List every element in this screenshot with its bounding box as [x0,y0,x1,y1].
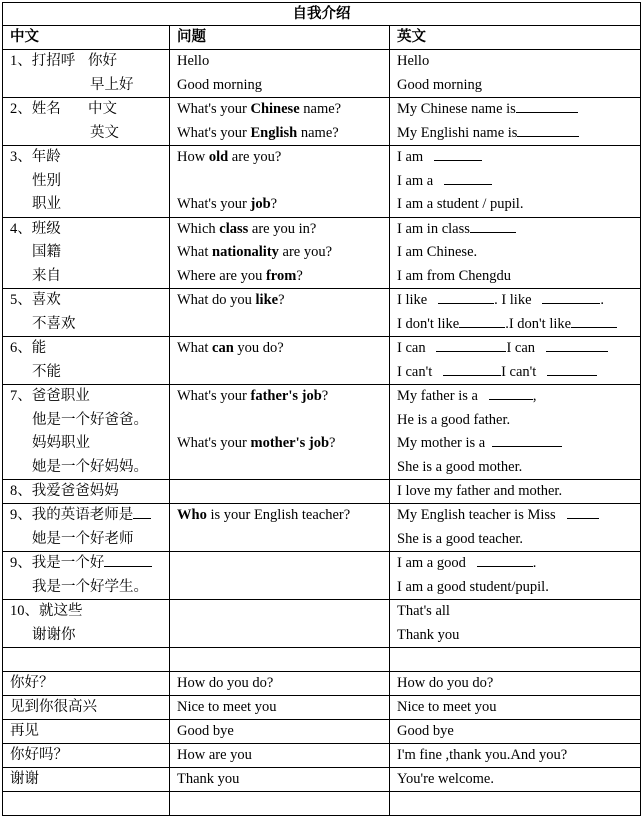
answer-text: My Chinese name is [397,101,516,117]
sub-label: 中文 [88,101,117,117]
answer-text: I can't [501,363,537,380]
sub-label: 她是一个好老师 [32,530,134,547]
cell-chinese: 见到你很高兴 [3,696,170,720]
answer-text: . [600,292,605,308]
cell-chinese: 再见 [3,720,170,744]
answer-text: I can't [397,363,433,380]
fill-blank [489,385,533,400]
fill-blank [470,218,516,233]
cell-question [170,385,390,480]
q-keyword: from [265,267,297,284]
fill-blank [492,432,562,447]
cell-english [390,98,641,146]
header-row [3,26,641,50]
q-part: Where are you [177,267,266,284]
empty-row [3,792,641,816]
answer-text: I can [506,340,536,356]
q-part: name? [299,101,342,117]
cell-question [170,98,390,146]
q-part: ? [270,196,278,212]
cell-question [170,600,390,648]
answer-text: I am a student / pupil. [397,196,524,212]
row-label: 6、能 [10,340,47,356]
cell-english: I'm fine ,thank you.And you? [390,744,641,768]
fill-blank [104,552,152,567]
table-row [3,98,641,146]
question-text [177,504,389,528]
cell-english: I love my father and mother. [390,480,641,504]
cell-english: You're welcome. [390,768,641,792]
sub-label: 她是一个好妈妈。 [32,458,148,475]
answer-text: I am from Chengdu [397,267,511,284]
q-part: ? [329,435,336,451]
sub-label: 谢谢你 [32,626,76,643]
answer-text: .I don't like [505,315,572,332]
question-text [177,432,389,456]
sub-label: 来自 [32,267,61,284]
table-row [3,600,641,648]
question-text: Hello [177,53,210,69]
cell-question: How are you [170,744,390,768]
sub-label: 他是一个好爸爸。 [32,411,148,428]
fill-blank [434,146,482,161]
cell-question: Nice to meet you [170,696,390,720]
row-label: 9、我的英语老师是 [10,507,134,523]
cell-question [170,552,390,600]
answer-text: I am [397,149,424,165]
question-text [177,385,389,409]
cell-question [170,50,390,98]
q-part: What's your [177,196,251,212]
question-text [177,98,389,122]
sub-label: 不能 [32,363,61,380]
cell-chinese: 谢谢 [3,768,170,792]
fill-blank [436,337,506,352]
row-label: 4、班级 [10,220,61,237]
cell-question [170,289,390,337]
table-row [3,385,641,480]
q-part: ? [278,292,285,308]
answer-text: , [532,388,537,404]
cell-english [390,385,641,480]
answer-text: My English teacher is Miss [397,507,556,523]
cell-chinese: 你好吗？ [3,744,170,768]
cell-question [170,480,390,504]
row-label: 2、姓名 [10,101,61,117]
answer-text: I am a [397,172,434,189]
question-text [177,122,389,146]
q-keyword: nationality [212,244,279,260]
fill-blank [516,98,578,113]
question-text [177,241,389,265]
fill-blank [567,504,599,519]
cell-question: Good bye [170,720,390,744]
row-label: 10、就这些 [10,603,83,619]
q-keyword: mother's job [250,435,330,451]
cell-chinese [3,504,170,552]
cell-english: Nice to meet you [390,696,641,720]
q-part: What's your [177,388,251,404]
answer-text: . I like [494,292,532,308]
cell-chinese [3,600,170,648]
self-introduction-table [2,2,641,816]
cell-chinese [3,217,170,289]
fill-blank [443,361,501,376]
q-part: What's your [177,435,251,451]
fill-blank [571,313,617,328]
answer-text: I like [397,292,428,308]
cell-english [390,600,641,648]
fill-blank [517,122,579,137]
table-row [3,768,641,792]
q-keyword: like [255,292,279,308]
cell-english [390,146,641,218]
sub-label: 职业 [32,196,61,212]
table-row [3,744,641,768]
answer-text: My mother is a [397,435,486,451]
question-text [177,146,389,170]
sub-label: 性别 [32,172,61,189]
q-part: What [177,244,213,260]
answer-text: I am in class [397,220,470,237]
answer-text: Thank you [397,626,460,643]
question-text [177,265,389,289]
answer-text: She is a good teacher. [397,530,524,547]
table-row [3,146,641,218]
cell-english: How do you do? [390,672,641,696]
cell-chinese [3,289,170,337]
answer-text: She is a good mother. [397,458,523,475]
answer-text: Hello [397,53,430,69]
empty-row [3,648,641,672]
question-text [177,218,389,242]
q-keyword: Who [177,507,207,523]
cell-english [390,289,641,337]
table-row [3,217,641,289]
answer-text: That's all [397,603,450,619]
cell-english [390,217,641,289]
fill-blank [438,289,494,304]
sub-label: 英文 [90,124,119,141]
q-keyword: class [219,220,249,237]
q-keyword: English [250,124,298,141]
table-row [3,50,641,98]
cell-chinese [3,337,170,385]
q-part: What's your [177,101,251,117]
q-part: are you? [278,244,333,260]
answer-text: I am a good student/pupil. [397,578,549,595]
q-keyword: job [250,196,271,212]
fill-blank [547,361,597,376]
row-label: 7、爸爸职业 [10,388,90,404]
cell-chinese [3,98,170,146]
fill-blank [477,552,533,567]
answer-text: He is a good father. [397,411,511,428]
sub-label: 早上好 [90,76,134,93]
sub-label: 妈妈职业 [32,435,90,451]
cell-question [170,504,390,552]
header-chinese: 中文 [3,26,170,50]
cell-question [170,146,390,218]
row-label: 9、我是一个好 [10,555,105,571]
cell-question [170,337,390,385]
q-part: What's your [177,124,251,141]
q-keyword: Chinese [250,101,300,117]
sub-label: 国籍 [32,244,61,260]
fill-blank [546,337,608,352]
row-label: 3、年龄 [10,149,61,165]
q-part: are you in? [248,220,317,237]
table-title: 自我介绍 [3,3,641,26]
cell-chinese [3,146,170,218]
cell-chinese: 8、我爱爸爸妈妈 [3,480,170,504]
q-part: How [177,149,209,165]
cell-chinese [3,385,170,480]
q-part: is your English teacher? [206,507,351,523]
table-row [3,480,641,504]
table-row [3,504,641,552]
cell-english [390,337,641,385]
table-row [3,720,641,744]
answer-text: I am Chinese. [397,244,478,260]
table-row [3,696,641,720]
header-english: 英文 [390,26,641,50]
sub-label: 不喜欢 [32,315,76,332]
answer-text: My father is a [397,388,478,404]
fill-blank [459,313,505,328]
q-part: are you? [228,149,282,165]
q-keyword: can [212,340,234,356]
q-keyword: father's job [250,388,322,404]
answer-text: My Englishi name is [397,124,518,141]
fill-blank [444,170,492,185]
question-text [177,193,389,217]
table-row [3,552,641,600]
header-question: 问题 [170,26,390,50]
cell-question [170,217,390,289]
table-row [3,672,641,696]
cell-english [390,50,641,98]
answer-text: I don't like [397,315,460,332]
q-part: What [177,340,213,356]
sub-label: 你好 [88,53,117,69]
cell-english: Good bye [390,720,641,744]
cell-english [390,504,641,552]
fill-blank [542,289,600,304]
table-row [3,289,641,337]
question-text: Good morning [177,76,262,93]
q-part: What do you [177,292,256,308]
q-part: ? [296,267,303,284]
cell-chinese [3,552,170,600]
answer-text: Good morning [397,76,482,93]
cell-question: Thank you [170,768,390,792]
q-keyword: old [208,149,229,165]
q-part: name? [297,124,339,141]
q-part: you do? [233,340,284,356]
question-text [177,337,389,361]
question-text [177,289,389,313]
row-label: 1、打招呼 [10,53,76,69]
answer-text: I can [397,340,426,356]
cell-chinese: 你好？ [3,672,170,696]
sub-label: 我是一个好学生。 [32,578,148,595]
title-row [3,3,641,26]
answer-text: . [532,555,537,571]
table-row [3,337,641,385]
answer-text: I am a good [397,555,466,571]
q-part: Which [177,220,220,237]
row-label: 5、喜欢 [10,292,61,308]
q-part: ? [321,388,329,404]
fill-blank [133,504,151,519]
cell-question: How do you do? [170,672,390,696]
cell-english [390,552,641,600]
cell-chinese [3,50,170,98]
